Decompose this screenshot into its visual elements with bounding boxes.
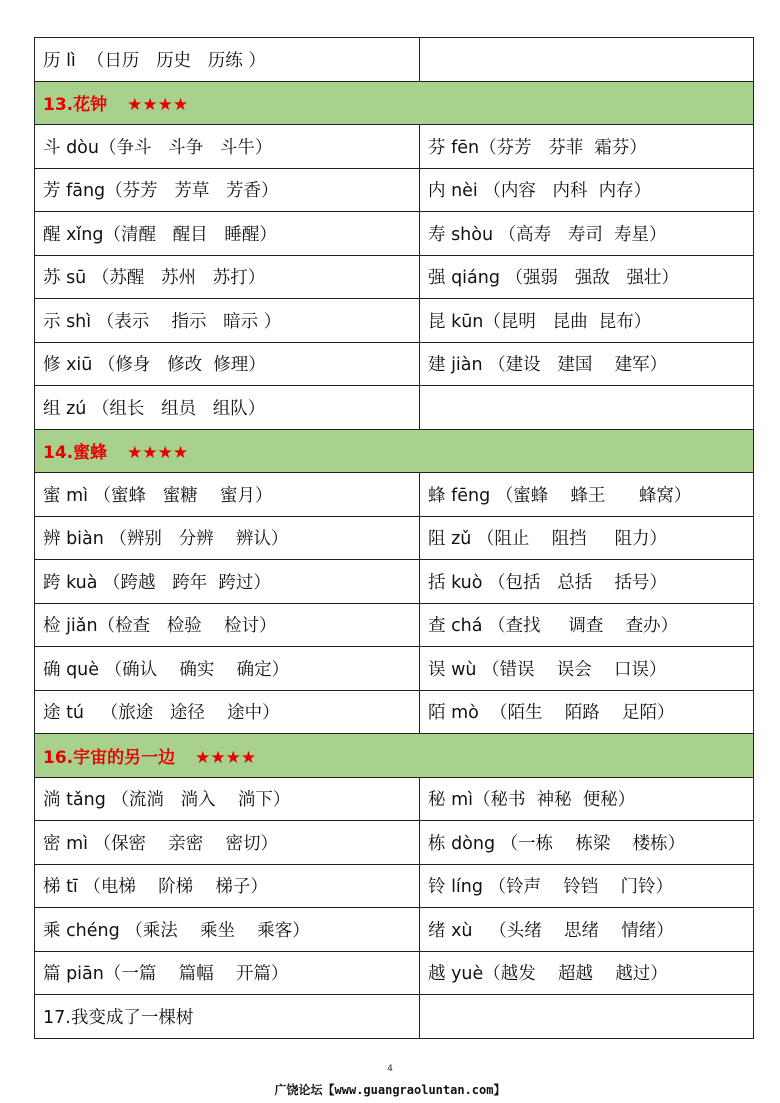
vocab-cell-right: 绪 xù （头绪 思绪 情绪） <box>420 908 754 952</box>
vocab-cell-right: 建 jiàn （建设 建国 建军） <box>420 342 754 386</box>
vocab-cell-left: 组 zú （组长 组员 组队） <box>35 386 420 430</box>
section-header-row <box>35 429 754 473</box>
star-rating: ★★★★ <box>195 747 257 768</box>
table-row <box>35 516 754 560</box>
vocab-cell-left: 检 jiǎn（检查 检验 检讨） <box>35 603 420 647</box>
vocab-cell-left: 历 lì （日历 历史 历练 ） <box>35 38 420 82</box>
vocab-cell-left: 跨 kuà （跨越 跨年 跨过） <box>35 560 420 604</box>
vocab-cell-left: 途 tú （旅途 途径 途中） <box>35 690 420 734</box>
vocab-cell-right <box>420 386 754 430</box>
footer <box>0 1081 780 1098</box>
table-row <box>35 951 754 995</box>
table-row <box>35 255 754 299</box>
vocab-cell-left: 苏 sū （苏醒 苏州 苏打） <box>35 255 420 299</box>
vocab-cell-left: 17.我变成了一棵树 <box>35 995 420 1039</box>
section-header <box>35 734 754 778</box>
vocab-cell-right: 误 wù （错误 误会 口误） <box>420 647 754 691</box>
vocab-cell-right: 阻 zǔ （阻止 阻挡 阻力） <box>420 516 754 560</box>
section-title: 13.花钟 <box>43 95 108 116</box>
vocab-cell-right: 秘 mì（秘书 神秘 便秘） <box>420 777 754 821</box>
vocab-cell-left: 淌 tǎng （流淌 淌入 淌下） <box>35 777 420 821</box>
vocab-cell-right: 寿 shòu （高寿 寿司 寿星） <box>420 212 754 256</box>
table-row <box>35 690 754 734</box>
section-header <box>35 429 754 473</box>
vocab-cell-left: 辨 biàn （辨别 分辨 辨认） <box>35 516 420 560</box>
star-rating: ★★★★ <box>127 443 189 464</box>
vocab-table <box>34 37 754 1039</box>
footer-site-name: 广饶论坛 <box>274 1083 323 1097</box>
table-row <box>35 560 754 604</box>
table-row <box>35 386 754 430</box>
vocab-cell-right: 芬 fēn（芬芳 芬菲 霜芬） <box>420 125 754 169</box>
vocab-cell-right: 查 chá （查找 调查 查办） <box>420 603 754 647</box>
vocab-cell-left: 示 shì （表示 指示 暗示 ） <box>35 299 420 343</box>
section-header-row <box>35 734 754 778</box>
table-row <box>35 908 754 952</box>
vocab-cell-right: 括 kuò （包括 总括 括号） <box>420 560 754 604</box>
footer-bracket-close: 】 <box>493 1083 506 1097</box>
section-title: 14.蜜蜂 <box>43 443 108 464</box>
table-row <box>35 342 754 386</box>
page-number: 4 <box>387 1064 393 1074</box>
table-row <box>35 603 754 647</box>
vocab-cell-right: 越 yuè（越发 超越 越过） <box>420 951 754 995</box>
table-row <box>35 299 754 343</box>
vocab-table-body <box>35 38 754 1039</box>
vocab-cell-right <box>420 38 754 82</box>
vocab-cell-right: 强 qiáng （强弱 强敌 强壮） <box>420 255 754 299</box>
table-row <box>35 995 754 1039</box>
table-row <box>35 821 754 865</box>
table-row <box>35 864 754 908</box>
vocab-cell-right: 内 nèi （内容 内科 内存） <box>420 168 754 212</box>
table-row <box>35 647 754 691</box>
table-row <box>35 473 754 517</box>
vocab-cell-right: 铃 líng （铃声 铃铛 门铃） <box>420 864 754 908</box>
vocab-cell-left: 修 xiū （修身 修改 修理） <box>35 342 420 386</box>
vocab-cell-right <box>420 995 754 1039</box>
vocab-cell-right: 昆 kūn（昆明 昆曲 昆布） <box>420 299 754 343</box>
vocab-cell-left: 斗 dòu（争斗 斗争 斗牛） <box>35 125 420 169</box>
vocab-cell-right: 蜂 fēng （蜜蜂 蜂王 蜂窝） <box>420 473 754 517</box>
vocab-cell-left: 梯 tī （电梯 阶梯 梯子） <box>35 864 420 908</box>
star-rating: ★★★★ <box>127 95 189 116</box>
vocab-cell-right: 栋 dòng （一栋 栋梁 楼栋） <box>420 821 754 865</box>
vocab-cell-left: 蜜 mì （蜜蜂 蜜糖 蜜月） <box>35 473 420 517</box>
table-row <box>35 168 754 212</box>
vocab-cell-left: 密 mì （保密 亲密 密切） <box>35 821 420 865</box>
table-row <box>35 125 754 169</box>
vocab-cell-left: 篇 piān（一篇 篇幅 开篇） <box>35 951 420 995</box>
table-row <box>35 777 754 821</box>
vocab-cell-right: 陌 mò （陌生 陌路 足陌） <box>420 690 754 734</box>
section-title: 16.宇宙的另一边 <box>43 747 176 768</box>
section-header-row <box>35 81 754 125</box>
footer-bracket-open: 【 <box>322 1083 335 1097</box>
vocab-cell-left: 确 què （确认 确实 确定） <box>35 647 420 691</box>
footer-url[interactable]: www.guangraoluntan.com <box>334 1083 494 1097</box>
vocab-cell-left: 芳 fāng（芬芳 芳草 芳香） <box>35 168 420 212</box>
vocab-cell-left: 乘 chéng （乘法 乘坐 乘客） <box>35 908 420 952</box>
table-row <box>35 212 754 256</box>
table-row <box>35 38 754 82</box>
vocab-cell-left: 醒 xǐng（清醒 醒目 睡醒） <box>35 212 420 256</box>
section-header <box>35 81 754 125</box>
